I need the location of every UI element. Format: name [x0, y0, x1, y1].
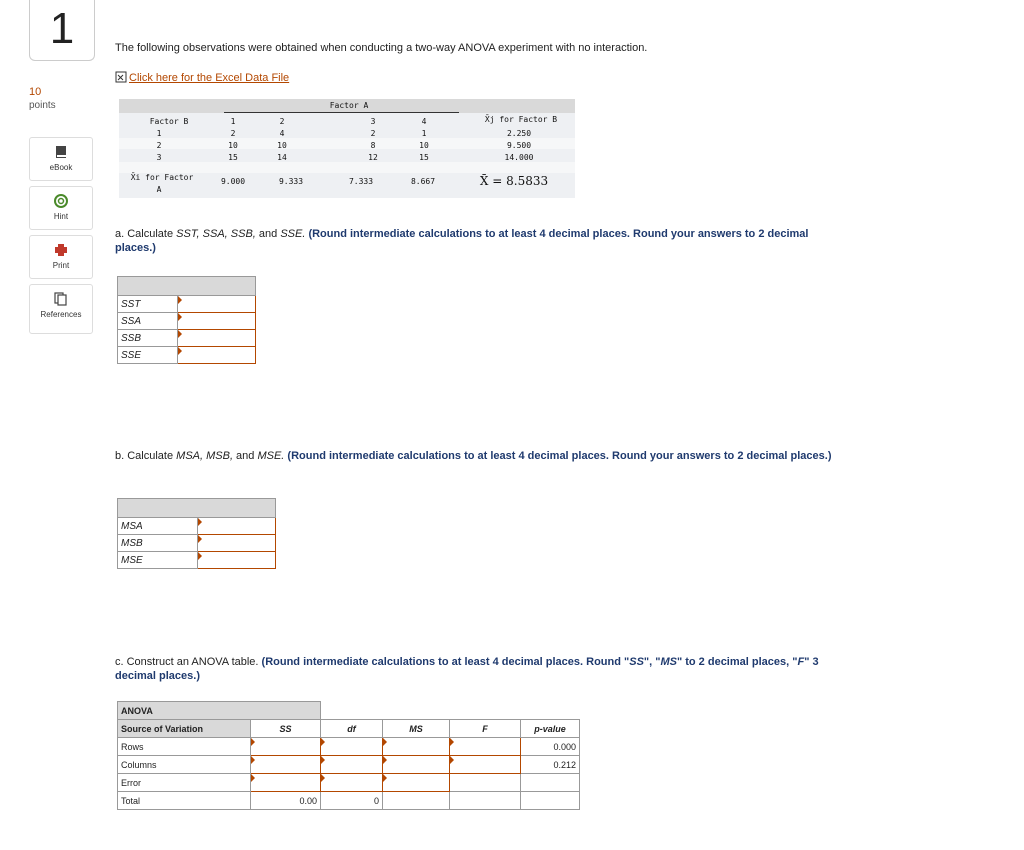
col-header: 4: [421, 117, 427, 126]
cell: 12: [368, 153, 378, 162]
header-source: Source of Variation: [118, 720, 251, 738]
columns-ss-input[interactable]: [251, 756, 321, 774]
sst-input[interactable]: [177, 296, 255, 313]
header-df: df: [321, 720, 383, 738]
grand-mean: X̄ = 8.5833: [479, 174, 549, 188]
msb-label: MSB: [118, 535, 198, 552]
cell: 10: [419, 141, 429, 150]
factor-b-label: Factor B: [149, 117, 189, 126]
total-f-cell: [450, 792, 521, 810]
source-label: Error: [118, 774, 251, 792]
col-mean: 7.333: [348, 177, 374, 186]
col-mean: 9.000: [220, 177, 246, 186]
ssb-label: SSB: [118, 330, 178, 347]
part-b-question: b. Calculate MSA, MSB, and MSE. (Round intermediate calculations to at least 4 decimal places. Round your answers to 2 decimal places.): [115, 450, 832, 462]
points-value: 10: [29, 86, 42, 98]
header-ss: SS: [251, 720, 321, 738]
hint-icon: [54, 194, 68, 208]
total-ms-cell: [383, 792, 450, 810]
excel-data-link[interactable]: [115, 71, 289, 84]
source-label: Columns: [118, 756, 251, 774]
msb-input[interactable]: [198, 535, 276, 552]
references-label: References: [40, 310, 82, 319]
row-mean-header: X̄j for Factor B: [484, 115, 558, 124]
mse-label: MSE: [118, 552, 198, 569]
anova-row-error: [118, 774, 580, 792]
part-b-table: [117, 498, 276, 569]
row-mean: 14.000: [504, 153, 534, 162]
error-f-cell: [450, 774, 521, 792]
references-icon: [54, 292, 68, 306]
anova-row-rows: [118, 738, 580, 756]
ssa-label: SSA: [118, 313, 178, 330]
col-mean-label: X̄i for Factor: [130, 173, 194, 182]
total-ss: 0.00: [251, 792, 321, 810]
columns-df-input[interactable]: [321, 756, 383, 774]
col-header: 2: [279, 117, 285, 126]
cell: 14: [277, 153, 287, 162]
excel-link-text: Click here for the Excel Data File: [129, 72, 290, 84]
print-icon: [54, 243, 68, 257]
row-mean: 9.500: [506, 141, 532, 150]
header-p-value: p-value: [521, 720, 580, 738]
row-mean: 2.250: [506, 129, 532, 138]
hint-button[interactable]: [29, 186, 93, 230]
cell: 2: [370, 129, 376, 138]
col-mean: 8.667: [410, 177, 436, 186]
question-number: 1: [29, 0, 95, 61]
points-label: points: [29, 100, 56, 111]
sst-label: SST: [118, 296, 178, 313]
anova-row-columns: [118, 756, 580, 774]
source-label: Rows: [118, 738, 251, 756]
book-icon: [54, 145, 68, 159]
cell: 10: [277, 141, 287, 150]
header-f: F: [450, 720, 521, 738]
cell: 1: [421, 129, 427, 138]
cell: 10: [228, 141, 238, 150]
print-button[interactable]: [29, 235, 93, 279]
col-header: 1: [230, 117, 236, 126]
ssb-input[interactable]: [177, 330, 255, 347]
row-label: 3: [156, 153, 162, 162]
header-ms: MS: [383, 720, 450, 738]
anova-table: [117, 701, 580, 810]
factor-a-title: Factor A: [329, 101, 369, 110]
question-prompt: The following observations were obtained when conducting a two-way ANOVA experiment with no interaction.: [115, 42, 648, 54]
cell: 15: [228, 153, 238, 162]
ssa-input[interactable]: [177, 313, 255, 330]
source-label: Total: [118, 792, 251, 810]
ebook-button[interactable]: [29, 137, 93, 181]
rows-df-input[interactable]: [321, 738, 383, 756]
hint-label: Hint: [53, 212, 69, 221]
print-label: Print: [52, 261, 70, 270]
sse-label: SSE: [118, 347, 178, 364]
error-ms-input[interactable]: [383, 774, 450, 792]
mse-input[interactable]: [198, 552, 276, 569]
cell: 8: [370, 141, 376, 150]
columns-f-input[interactable]: [450, 756, 521, 774]
msa-input[interactable]: [198, 518, 276, 535]
references-button[interactable]: [29, 284, 93, 334]
rows-p-value: 0.000: [521, 738, 580, 756]
total-p-cell: [521, 792, 580, 810]
anova-row-total: [118, 792, 580, 810]
row-label: 2: [156, 141, 162, 150]
rows-ms-input[interactable]: [383, 738, 450, 756]
columns-ms-input[interactable]: [383, 756, 450, 774]
excel-file-icon: [115, 71, 128, 83]
rows-ss-input[interactable]: [251, 738, 321, 756]
col-header: 3: [370, 117, 376, 126]
row-label: 1: [156, 129, 162, 138]
error-ss-input[interactable]: [251, 774, 321, 792]
msa-label: MSA: [118, 518, 198, 535]
part-a-question: a. Calculate SST, SSA, SSB, and SSE. (Round intermediate calculations to at least 4 decimal places. Round your answers to 2 decimal places.): [115, 228, 809, 254]
cell: 4: [279, 129, 285, 138]
part-c-question: c. Construct an ANOVA table. (Round intermediate calculations to at least 4 decimal places. Round "SS", "MS" to 2 decimal places, "F" 3 decimal places.): [115, 656, 819, 682]
columns-p-value: 0.212: [521, 756, 580, 774]
total-df: 0: [321, 792, 383, 810]
observations-table: [119, 99, 575, 198]
cell: 15: [419, 153, 429, 162]
col-mean-label-2: A: [156, 185, 162, 194]
cell: 2: [230, 129, 236, 138]
rows-f-input[interactable]: [450, 738, 521, 756]
part-a-table: [117, 276, 256, 364]
ebook-label: eBook: [49, 163, 73, 172]
col-mean: 9.333: [278, 177, 304, 186]
error-p-cell: [521, 774, 580, 792]
error-df-input[interactable]: [321, 774, 383, 792]
sse-input[interactable]: [177, 347, 255, 364]
anova-title: ANOVA: [118, 702, 321, 720]
